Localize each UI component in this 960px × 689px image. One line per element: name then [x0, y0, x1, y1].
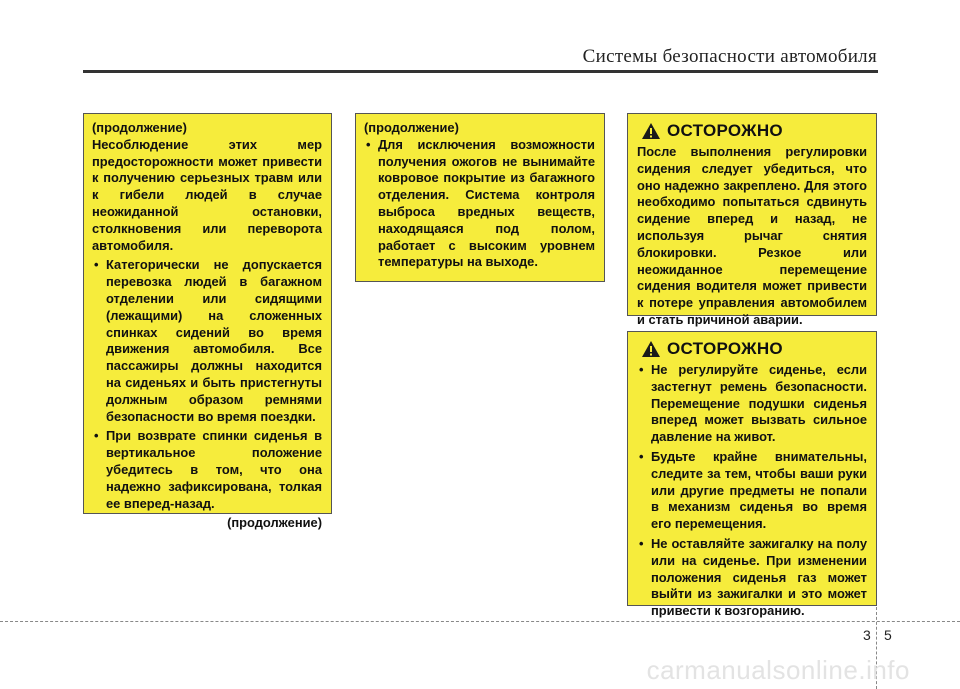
bullet-list	[92, 257, 322, 512]
warning-triangle-icon	[641, 122, 661, 140]
warning-triangle-icon	[641, 340, 661, 358]
list-item: • Для исключения возможности получения ожогов не вынимайте ковровое покрытие из багажного отделения. Система контроля выброса вредных веществ, находящаяся под полом, работает с высоким уровнем температуры на выходе.	[364, 137, 595, 271]
list-item: • Не регулируйте сиденье, если застегнут ремень безопасности. Перемещение подушки сиденья вперед может вызвать сильное давление на живот.	[637, 362, 867, 446]
header-rule	[83, 70, 878, 73]
warning-title: ОСТОРОЖНО	[667, 120, 783, 140]
bullet-list	[364, 137, 595, 271]
intro-paragraph: Несоблюдение этих мер предосторожности может привести к получению серьезных травм или к гибели людей в случае неожиданной остановки, столкновения или переворота автомобиля.	[92, 136, 322, 253]
warning-header	[637, 340, 867, 358]
bullet-list	[637, 362, 867, 620]
warning-title: ОСТОРОЖНО	[667, 338, 783, 358]
list-item: • Не оставляйте зажигалку на полу или на сиденье. При изменении положения сиденья газ может выйти из зажигалки и это может привести к возгоранию.	[637, 536, 867, 620]
warning-text: После выполнения регулировки сидения следует убедиться, что оно надежно закреплено. Для этого необходимо попытаться сдвинуть сидение вперед и назад, не используя рычаг снятия блокировки. Резкое или неожиданное перемещение сидения водителя может привести к потере управления автомобилем и стать причиной аварии.	[637, 144, 867, 327]
chapter-number: 3	[863, 627, 871, 643]
continued-label: (продолжение)	[364, 120, 459, 135]
continued-text-box-middle	[355, 113, 605, 282]
continued-label: (продолжение)	[92, 120, 187, 135]
continued-text-box-left	[83, 113, 332, 531]
warning-box-seat-safety	[627, 331, 877, 619]
warning-header	[637, 122, 867, 140]
continued-end-label: (продолжение)	[227, 515, 322, 531]
list-item: • Будьте крайне внимательны, следите за тем, чтобы ваши руки или другие предметы не попали в механизм сиденья во время его перемещения.	[637, 449, 867, 533]
list-item: • Категорически не допускается перевозка людей в багажном отделении или сидящими (лежащими) на сложенных спинках сидений во время движения автомобиля. Все пассажиры должны находится на сиденьях и быть пристегнуты должным образом ремнями безопасности во время поездки.	[92, 257, 322, 425]
footer-dashed-rule	[0, 621, 960, 622]
watermark: carmanualsonline.info	[646, 655, 910, 685]
list-item: • При возврате спинки сиденья в вертикальное положение убедитесь в том, что она надежно зафиксирована, толкая ее вперед-назад.	[92, 428, 322, 512]
page-number: 5	[884, 627, 892, 643]
warning-box-seat-adjustment	[627, 113, 877, 327]
page-header-title: Системы безопасности автомобиля	[582, 46, 877, 67]
